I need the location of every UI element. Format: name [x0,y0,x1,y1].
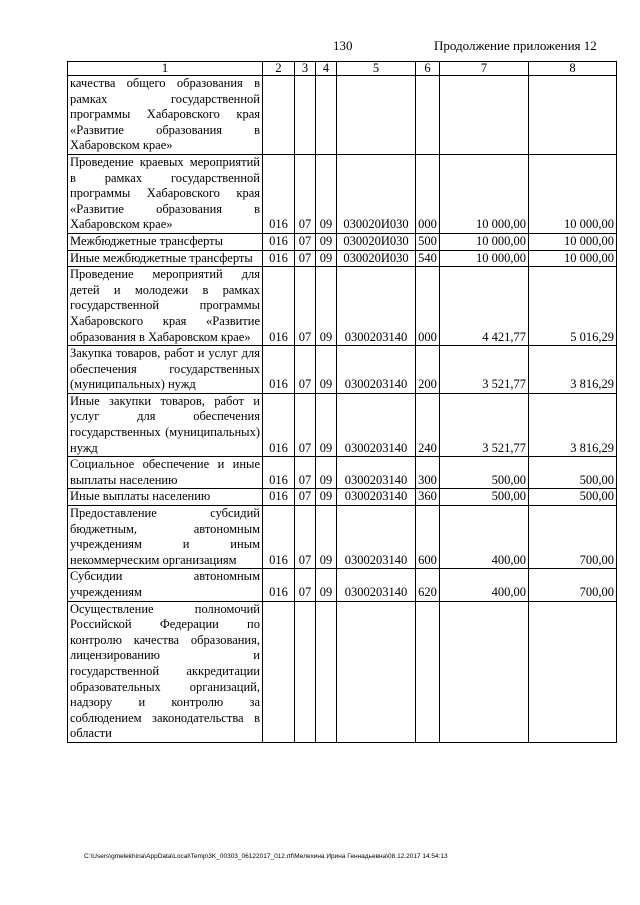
cell-expense-type: 540 [416,250,440,267]
cell-target-article: 030020И030 [337,154,416,233]
cell-admin-code: 016 [263,154,295,233]
cell-amount-year1: 10 000,00 [440,250,529,267]
cell-amount-year2: 700,00 [529,506,617,569]
cell-expense-type: 000 [416,154,440,233]
cell-amount-year1 [440,601,529,742]
cell-subsection: 09 [316,267,337,346]
cell-amount-year1: 500,00 [440,457,529,489]
row-name: Осуществление полномочий Российской Федерации по контролю качества образования, лицензированию и государственной аккредитации образовательных организаций, надзору и контролю за соблюдением законодательства в области [68,601,263,742]
row-name: Иные межбюджетные трансферты [68,250,263,267]
cell-amount-year1: 3 521,77 [440,346,529,394]
cell-section: 07 [295,457,316,489]
cell-expense-type: 240 [416,393,440,456]
cell-section: 07 [295,393,316,456]
cell-amount-year2 [529,601,617,742]
cell-target-article: 0300203140 [337,506,416,569]
row-name: Субсидии автономным учреждениям [68,569,263,601]
cell-target-article [337,76,416,155]
cell-amount-year2: 3 816,29 [529,346,617,394]
cell-admin-code: 016 [263,267,295,346]
row-name: Иные выплаты населению [68,489,263,506]
row-name: качества общего образования в рамках государственной программы Хабаровского края «Развитие образования в Хабаровском крае» [68,76,263,155]
cell-expense-type: 000 [416,267,440,346]
cell-subsection: 09 [316,346,337,394]
row-name: Проведение мероприятий для детей и молодежи в рамках государственной программы Хабаровского края «Развитие образования в Хабаровском крае» [68,267,263,346]
cell-admin-code: 016 [263,250,295,267]
cell-subsection: 09 [316,569,337,601]
cell-admin-code: 016 [263,393,295,456]
cell-section: 07 [295,569,316,601]
row-name: Социальное обеспечение и иные выплаты населению [68,457,263,489]
cell-amount-year1 [440,76,529,155]
cell-amount-year1: 10 000,00 [440,233,529,250]
column-header: 8 [529,62,617,76]
cell-subsection: 09 [316,250,337,267]
column-header: 7 [440,62,529,76]
cell-section: 07 [295,233,316,250]
continuation-label: Продолжение приложения 12 [434,38,597,53]
cell-admin-code: 016 [263,489,295,506]
table-row [68,267,617,346]
cell-admin-code: 016 [263,569,295,601]
row-name: Межбюджетные трансферты [68,233,263,250]
table-row [68,457,617,489]
table-row [68,250,617,267]
column-header: 5 [337,62,416,76]
table-row [68,506,617,569]
cell-admin-code: 016 [263,346,295,394]
cell-section: 07 [295,346,316,394]
column-header-row [68,62,617,76]
row-name: Иные закупки товаров, работ и услуг для обеспечения государственных (муниципальных) нужд [68,393,263,456]
cell-expense-type: 360 [416,489,440,506]
cell-target-article: 0300203140 [337,457,416,489]
cell-expense-type: 500 [416,233,440,250]
table-row [68,601,617,742]
cell-admin-code: 016 [263,233,295,250]
cell-target-article: 0300203140 [337,267,416,346]
cell-target-article: 0300203140 [337,489,416,506]
column-header: 1 [68,62,263,76]
cell-amount-year2: 10 000,00 [529,250,617,267]
cell-target-article: 0300203140 [337,393,416,456]
table-row [68,569,617,601]
cell-expense-type [416,76,440,155]
cell-admin-code [263,76,295,155]
table-row [68,346,617,394]
cell-section: 07 [295,506,316,569]
cell-subsection: 09 [316,154,337,233]
row-name: Предоставление субсидий бюджетным, автономным учреждениям и иным некоммерческим организациям [68,506,263,569]
table-row [68,489,617,506]
cell-subsection [316,76,337,155]
cell-amount-year2: 10 000,00 [529,154,617,233]
cell-expense-type [416,601,440,742]
cell-target-article: 0300203140 [337,346,416,394]
budget-table [67,61,617,743]
column-header: 3 [295,62,316,76]
cell-subsection: 09 [316,506,337,569]
cell-target-article [337,601,416,742]
cell-expense-type: 200 [416,346,440,394]
cell-subsection: 09 [316,457,337,489]
cell-amount-year2: 500,00 [529,457,617,489]
cell-amount-year2: 500,00 [529,489,617,506]
cell-section: 07 [295,267,316,346]
cell-target-article: 0300203140 [337,569,416,601]
cell-section: 07 [295,489,316,506]
cell-admin-code: 016 [263,506,295,569]
cell-amount-year1: 10 000,00 [440,154,529,233]
table-row [68,154,617,233]
cell-target-article: 030020И030 [337,233,416,250]
cell-target-article: 030020И030 [337,250,416,267]
cell-expense-type: 300 [416,457,440,489]
cell-section: 07 [295,154,316,233]
page-header [0,38,640,56]
cell-admin-code: 016 [263,457,295,489]
cell-amount-year2: 3 816,29 [529,393,617,456]
cell-expense-type: 600 [416,506,440,569]
cell-subsection [316,601,337,742]
table-row [68,393,617,456]
cell-subsection: 09 [316,393,337,456]
cell-section [295,601,316,742]
cell-section [295,76,316,155]
cell-amount-year1: 4 421,77 [440,267,529,346]
file-path-footer: C:\Users\gmelekhina\AppData\Local\Temp\3K_00303_06122017_012.rtf\Мелехина Ирина Геннадьевна\08.12.2017 14:54:13 [84,853,448,860]
cell-amount-year1: 500,00 [440,489,529,506]
cell-subsection: 09 [316,233,337,250]
row-name: Закупка товаров, работ и услуг для обеспечения государственных (муниципальных) нужд [68,346,263,394]
cell-admin-code [263,601,295,742]
cell-expense-type: 620 [416,569,440,601]
cell-amount-year2 [529,76,617,155]
column-header: 4 [316,62,337,76]
column-header: 2 [263,62,295,76]
cell-amount-year2: 5 016,29 [529,267,617,346]
table-row [68,233,617,250]
table-row [68,76,617,155]
page-number: 130 [333,38,353,53]
cell-amount-year1: 400,00 [440,569,529,601]
cell-amount-year2: 10 000,00 [529,233,617,250]
cell-section: 07 [295,250,316,267]
row-name: Проведение краевых мероприятий в рамках государственной программы Хабаровского края «Развитие образования в Хабаровском крае» [68,154,263,233]
cell-subsection: 09 [316,489,337,506]
cell-amount-year2: 700,00 [529,569,617,601]
cell-amount-year1: 3 521,77 [440,393,529,456]
cell-amount-year1: 400,00 [440,506,529,569]
column-header: 6 [416,62,440,76]
